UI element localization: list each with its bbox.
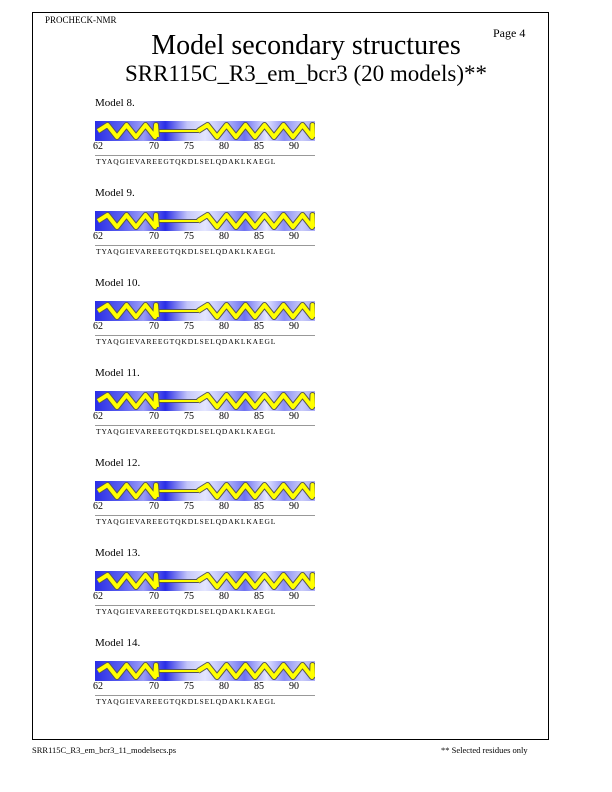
residue-tick-label: 75 [184,321,194,332]
residue-tick-label: 70 [149,141,159,152]
secondary-structure-strip [95,661,315,681]
residue-tick-label: 70 [149,591,159,602]
residue-tick-label: 80 [219,501,229,512]
sequence-text: TYAQGIEVAREEGTQKDLSELQDAKLKAEGL [96,697,277,706]
residue-tick-label: 90 [289,591,299,602]
residue-tick-label: 90 [289,501,299,512]
sequence-rule [95,425,315,426]
model-label: Model 9. [95,187,135,199]
sequence-rule [95,335,315,336]
residue-tick-label: 90 [289,681,299,692]
residue-tick-label: 62 [93,411,103,422]
residue-tick-label: 62 [93,591,103,602]
model-label: Model 8. [95,97,135,109]
footer-note: ** Selected residues only [441,745,528,755]
residue-tick-label: 70 [149,231,159,242]
program-name: PROCHECK-NMR [45,15,117,25]
model-label: Model 12. [95,457,141,469]
residue-tick-label: 80 [219,321,229,332]
residue-tick-label: 85 [254,321,264,332]
secondary-structure-strip [95,391,315,411]
secondary-structure-strip [95,301,315,321]
residue-ticks [93,141,323,153]
residue-tick-label: 75 [184,591,194,602]
residue-tick-label: 80 [219,231,229,242]
residue-tick-label: 75 [184,681,194,692]
page-number: Page 4 [493,26,526,40]
residue-tick-label: 85 [254,591,264,602]
residue-tick-label: 62 [93,141,103,152]
secondary-structure-strip [95,211,315,231]
sequence-rule [95,695,315,696]
residue-tick-label: 62 [93,681,103,692]
residue-tick-label: 90 [289,321,299,332]
model-label: Model 14. [95,637,141,649]
residue-tick-label: 90 [289,141,299,152]
model-panel [93,547,323,637]
residue-tick-label: 85 [254,231,264,242]
model-panel [93,277,323,367]
residue-ticks [93,591,323,603]
residue-tick-label: 75 [184,501,194,512]
residue-tick-label: 80 [219,681,229,692]
residue-tick-label: 80 [219,591,229,602]
residue-tick-label: 80 [219,141,229,152]
sequence-text: TYAQGIEVAREEGTQKDLSELQDAKLKAEGL [96,607,277,616]
residue-tick-label: 85 [254,681,264,692]
residue-tick-label: 70 [149,501,159,512]
residue-tick-label: 85 [254,141,264,152]
model-label: Model 11. [95,367,140,379]
residue-tick-label: 85 [254,501,264,512]
residue-tick-label: 70 [149,321,159,332]
model-label: Model 10. [95,277,141,289]
residue-tick-label: 90 [289,231,299,242]
secondary-structure-strip [95,121,315,141]
sequence-text: TYAQGIEVAREEGTQKDLSELQDAKLKAEGL [96,337,277,346]
sequence-text: TYAQGIEVAREEGTQKDLSELQDAKLKAEGL [96,517,277,526]
footer-filename: SRR115C_R3_em_bcr3_11_modelsecs.ps [32,745,177,755]
residue-tick-label: 62 [93,321,103,332]
model-panel [93,637,323,727]
residue-tick-label: 75 [184,231,194,242]
sequence-text: TYAQGIEVAREEGTQKDLSELQDAKLKAEGL [96,427,277,436]
sequence-rule [95,155,315,156]
residue-tick-label: 75 [184,141,194,152]
sequence-rule [95,515,315,516]
sequence-text: TYAQGIEVAREEGTQKDLSELQDAKLKAEGL [96,247,277,256]
model-panel [93,187,323,277]
residue-tick-label: 62 [93,501,103,512]
residue-tick-label: 85 [254,411,264,422]
model-label: Model 13. [95,547,141,559]
model-panel [93,457,323,547]
residue-ticks [93,231,323,243]
model-panel [93,367,323,457]
residue-tick-label: 80 [219,411,229,422]
residue-tick-label: 75 [184,411,194,422]
sequence-text: TYAQGIEVAREEGTQKDLSELQDAKLKAEGL [96,157,277,166]
sequence-rule [95,245,315,246]
model-panel [93,97,323,187]
page-title: Model secondary structures [151,30,461,61]
page-subtitle: SRR115C_R3_em_bcr3 (20 models)** [124,61,488,86]
residue-ticks [93,501,323,513]
residue-tick-label: 62 [93,231,103,242]
sequence-rule [95,605,315,606]
residue-tick-label: 70 [149,681,159,692]
residue-ticks [93,411,323,423]
residue-ticks [93,321,323,333]
residue-ticks [93,681,323,693]
secondary-structure-strip [95,481,315,501]
residue-tick-label: 90 [289,411,299,422]
residue-tick-label: 70 [149,411,159,422]
secondary-structure-strip [95,571,315,591]
